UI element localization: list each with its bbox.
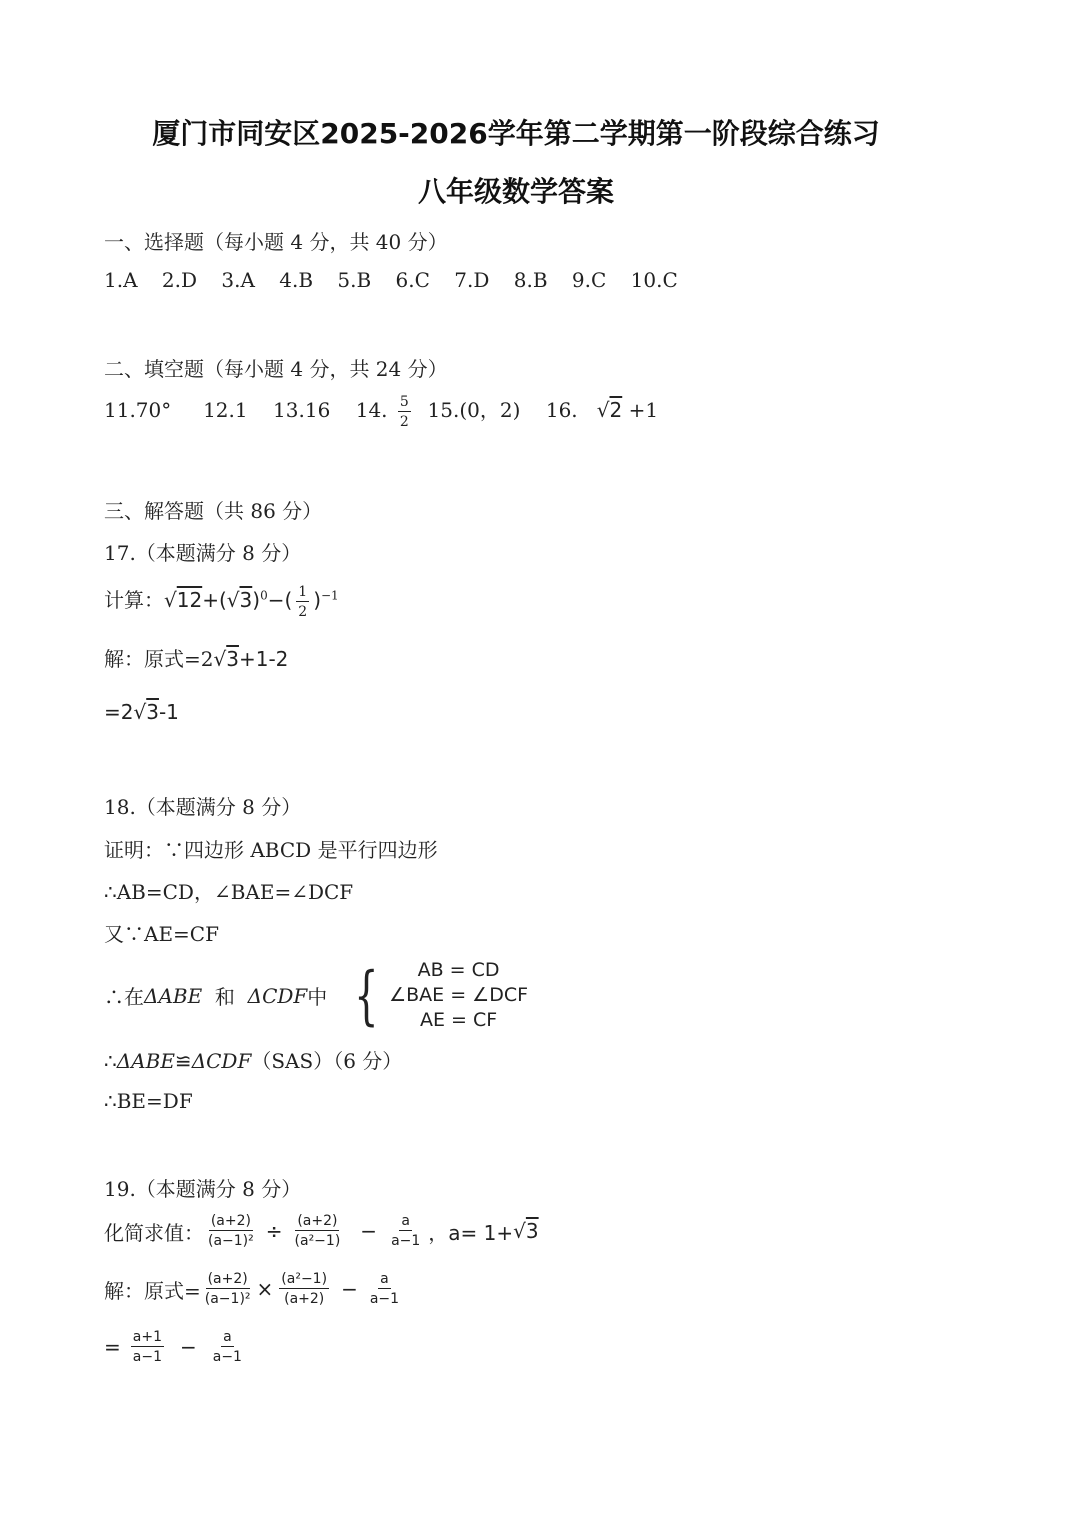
answer-6: 6.C (395, 268, 430, 292)
q17-result: =2√3-1 (104, 700, 179, 724)
solution-fraction-3: $\frac{a}{a-1}$ (369, 1271, 400, 1307)
sqrt-symbol: √ (133, 700, 147, 724)
section2-heading: 二、填空题（每小题 4 分，共 24 分） (104, 357, 448, 381)
condition-3: AE = CF (419, 1009, 498, 1031)
q18-line-4: ∴在 ΔABE 和 ΔCDF 中 { AB = CD ∠BAE = ∠DCF AE = CF (104, 958, 529, 1033)
q18-line-5: ∴ΔABE≌ΔCDF（SAS）（6 分） (104, 1049, 403, 1073)
brace-symbol: { (354, 958, 379, 1033)
answer-1: 1.A (104, 268, 138, 292)
answer-2: 2.D (161, 268, 198, 292)
answer-10: 10.C (630, 268, 678, 292)
title-line-2: 八年级数学答案 (417, 175, 614, 208)
half-fraction: $\frac{1}{2}$ (298, 583, 308, 620)
sqrt-symbol: √ (213, 647, 227, 671)
q18-line-1: 证明：∵四边形 ABCD 是平行四边形 (104, 838, 438, 862)
answer-16-label: 16. (545, 398, 578, 422)
q18-line-2: ∴AB=CD，∠BAE=∠DCF (104, 880, 354, 904)
answer-14-fraction: $\frac{5}{2}$ (399, 393, 409, 430)
sqrt-symbol: √ (164, 588, 177, 612)
answer-5: 5.B (337, 268, 372, 292)
answer-16-radicand: 2 (609, 398, 623, 422)
fraction-2: $\frac{(a+2)}{\text{(a²−1)}}$ (294, 1213, 341, 1249)
section3-heading: 三、解答题（共 86 分） (104, 499, 323, 523)
q19-heading: 19.（本题满分 8 分） (104, 1177, 302, 1201)
q17-solution: 解：原式=2√3+1-2 (104, 647, 289, 671)
q18-line-6: ∴BE=DF (104, 1089, 193, 1113)
answer-9: 9.C (571, 268, 607, 292)
solution-fraction-2: $\frac{\text{(a²−1)}}{(a+2)}$ (281, 1271, 328, 1307)
q19-prompt: 化简求值： $\frac{(a+2)}{\text{(a−1)²}}$ ÷ $\frac{(a+2)}{\text{(a²−1)}}$ − $\frac{a}{a-1}$ ，a= 1+ √ 3 (104, 1213, 539, 1249)
answer-4: 4.B (279, 268, 314, 292)
fraction-3: $\frac{a}{a-1}$ (391, 1213, 421, 1249)
sqrt-symbol: √ (596, 398, 610, 422)
q17-heading: 17.（本题满分 8 分） (104, 541, 302, 565)
solution-fraction-1: $\frac{(a+2)}{\text{(a−1)²}}$ (204, 1271, 251, 1307)
answer-3: 3.A (221, 268, 255, 292)
answer-11: 11.70° (104, 398, 172, 422)
title-line-1: 厦门市同安区2025-2026学年第二学期第一阶段综合练习 (152, 117, 880, 150)
fill-answers (104, 394, 658, 429)
q18-line-3: 又∵AE=CF (104, 922, 219, 946)
condition-2: ∠BAE = ∠DCF (389, 984, 529, 1006)
condition-system (346, 958, 528, 1033)
q19-solution: 解：原式= $\frac{(a+2)}{\text{(a−1)²}}$ × $\frac{\text{(a²−1)}}{(a+2)}$ − $\frac{a}{a-1}$ (104, 1271, 400, 1307)
condition-1: AB = CD (417, 959, 500, 981)
q18-heading: 18.（本题满分 8 分） (104, 795, 302, 819)
answer-7: 7.D (454, 268, 490, 292)
result-fraction-2: $\frac{a}{a-1}$ (212, 1329, 242, 1365)
choice-answers (104, 268, 696, 292)
q19-result: = $\frac{a+1}{a-1}$ − $\frac{a}{a-1}$ (104, 1329, 242, 1365)
result-fraction-1: $\frac{a+1}{a-1}$ (132, 1329, 162, 1365)
answer-16-tail: +1 (628, 398, 659, 422)
answer-15: 15.(0，2) (427, 398, 521, 422)
fraction-1: $\frac{(a+2)}{\text{(a−1)²}}$ (208, 1213, 254, 1249)
sqrt-symbol: √ (226, 588, 240, 612)
answer-12: 12.1 (203, 398, 248, 422)
answer-14-label: 14. (355, 398, 388, 422)
q17-prompt: 计算：$√12+(√3)^0-$( $\frac{1}{2}$ )$^{-1}$ (104, 583, 339, 620)
sqrt-symbol: √ (513, 1219, 526, 1243)
answer-13: 13.16 (273, 398, 331, 422)
section1-heading: 一、选择题（每小题 4 分，共 40 分） (104, 230, 448, 254)
answer-8: 8.B (513, 268, 548, 292)
